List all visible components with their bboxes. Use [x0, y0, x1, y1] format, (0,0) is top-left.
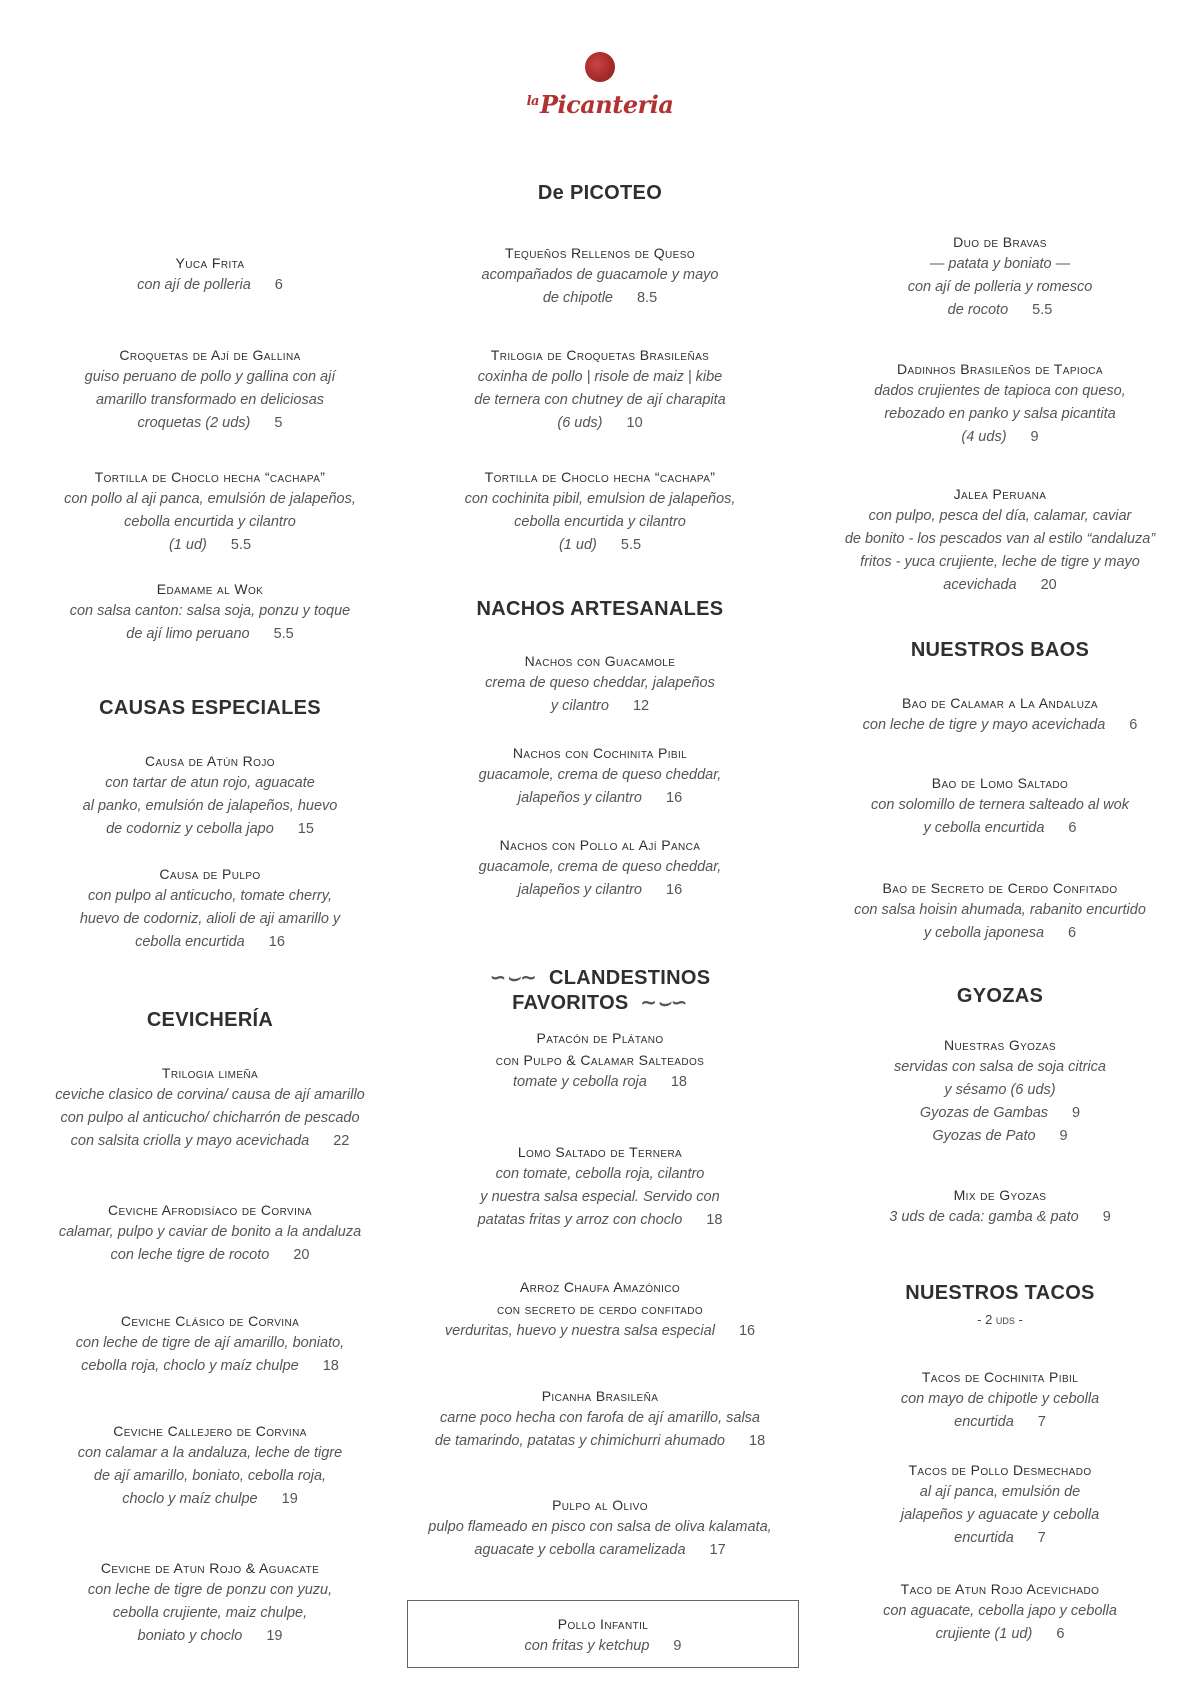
menu-item-ceviche-atun-aguacate: Ceviche de Atun Rojo & Aguacate con leche de tigre de ponzu con yuzu, cebolla crujiente, maiz chulpe, boniato y choclo 19 [87, 1560, 333, 1644]
menu-item-nachos-guacamole: Nachos con Guacamole crema de queso cheddar, jalapeños y cilantro 12 [485, 653, 715, 714]
menu-item-bao-lomo: Bao de Lomo Saltado con solomillo de ternera salteado al wok y cebolla encurtida 6 [871, 775, 1129, 836]
flourish-left-icon: ∽⌣∼ [489, 967, 549, 989]
menu-item-tortilla-pollo: Tortilla de Choclo hecha “cachapa” con pollo al aji panca, emulsión de jalapeños, cebolla encurtida y cilantro (1 ud) 5.5 [64, 469, 356, 553]
menu-item-tacos-pollo: Tacos de Pollo Desmechado al ají panca, emulsión de jalapeños y aguacate y cebolla encurtida 7 [900, 1462, 1100, 1546]
menu-item-patacon: Patacón de Plátano con Pulpo & Calamar Salteados tomate y cebolla roja 18 [495, 1030, 705, 1090]
menu-item-yuca-frita: Yuca Frita con ají de polleria 6 [137, 255, 283, 293]
menu-item-arroz-chaufa: Arroz Chaufa Amazónico con secreto de cerdo confitado verduritas, huevo y nuestra salsa especial 16 [444, 1279, 756, 1339]
flourish-right-icon: ∼⌣∽ [628, 992, 688, 1014]
menu-item-croquetas-aji: Croquetas de Ají de Gallina guiso peruano de pollo y gallina con ají amarillo transformado en deliciosas croquetas (2 uds) 5 [84, 347, 336, 431]
section-clandestinos: ∽⌣∼ CLANDESTINOS FAVORITOS ∼⌣∽ [489, 967, 711, 1014]
menu-item-picanha: Picanha Brasileña carne poco hecha con farofa de ají amarillo, salsa de tamarindo, patatas y chimichurri ahumado 18 [434, 1388, 766, 1449]
menu-item-nuestras-gyozas: Nuestras Gyozas servidas con salsa de soja citrica y sésamo (6 uds) Gyozas de Gambas 9 Gyozas de Pato 9 [894, 1037, 1106, 1144]
menu-item-duo-bravas: Duo de Bravas — patata y boniato — con ají de polleria y romesco de rocoto 5.5 [907, 234, 1093, 318]
menu-item-causa-atun: Causa de Atún Rojo con tartar de atun rojo, aguacate al panko, emulsión de jalapeños, huevo de codorniz y cebolla japo 15 [82, 753, 338, 837]
logo-dot [585, 52, 615, 82]
menu-item-pulpo-olivo: Pulpo al Olivo pulpo flameado en pisco con salsa de oliva kalamata, aguacate y cebolla caramelizada 17 [428, 1497, 772, 1558]
tacos-subtitle: - 2 uds - [977, 1312, 1023, 1327]
menu-item-tortilla-cochinita: Tortilla de Choclo hecha “cachapa” con cochinita pibil, emulsion de jalapeños, cebolla encurtida y cilantro (1 ud) 5.5 [464, 469, 736, 553]
menu-item-trilogia-croquetas: Trilogia de Croquetas Brasileñas coxinha de pollo | risole de maiz | kibe de ternera con chutney de ají charapita (6 uds) 10 [474, 347, 726, 431]
menu-item-tequenos: Tequeños Rellenos de Queso acompañados de guacamole y mayo de chipotle 8.5 [481, 245, 719, 306]
section-causas: CAUSAS ESPECIALES [99, 697, 321, 719]
menu-item-mix-gyozas: Mix de Gyozas 3 uds de cada: gamba & pato 9 [889, 1187, 1111, 1225]
menu-item-nachos-cochinita: Nachos con Cochinita Pibil guacamole, crema de queso cheddar, jalapeños y cilantro 16 [478, 745, 722, 806]
menu-item-tacos-cochinita: Tacos de Cochinita Pibil con mayo de chipotle y cebolla encurtida 7 [900, 1369, 1100, 1430]
menu-item-nachos-pollo: Nachos con Pollo al Ají Panca guacamole, crema de queso cheddar, jalapeños y cilantro 16 [478, 837, 722, 898]
menu-item-ceviche-clasico: Ceviche Clásico de Corvina con leche de tigre de ají amarillo, boniato, cebolla roja, choclo y maíz chulpe 18 [75, 1313, 345, 1374]
section-cevicheria: CEVICHERÍA [146, 1009, 274, 1031]
menu-item-jalea-peruana: Jalea Peruana con pulpo, pesca del día, calamar, caviar de bonito - los pescados van al estilo “andaluza” fritos - yuca crujiente, leche de tigre y mayo acevichada 20 [844, 486, 1156, 593]
logo [0, 52, 1200, 119]
menu-item-dadinhos: Dadinhos Brasileños de Tapioca dados crujientes de tapioca con queso, rebozado en panko y salsa picantita (4 uds) 9 [874, 361, 1126, 445]
menu-item-trilogia-limena: Trilogia limeña ceviche clasico de corvina/ causa de ají amarillo con pulpo al anticucho/ chicharrón de pescado con salsita criolla y mayo acevichada 22 [55, 1065, 365, 1149]
section-baos: NUESTROS BAOS [910, 639, 1090, 661]
menu-item-bao-secreto: Bao de Secreto de Cerdo Confitado con salsa hoisin ahumada, rabanito encurtido y cebolla japonesa 6 [854, 880, 1146, 941]
menu-item-ceviche-afrodisiaco: Ceviche Afrodisíaco de Corvina calamar, pulpo y caviar de bonito a la andaluza con leche tigre de rocoto 20 [58, 1202, 362, 1263]
section-picoteo: De PICOTEO [537, 182, 663, 204]
menu-item-pollo-infantil: Pollo Infantil con fritas y ketchup 9 [407, 1600, 799, 1668]
section-tacos: NUESTROS TACOS [905, 1282, 1095, 1304]
menu-item-causa-pulpo: Causa de Pulpo con pulpo al anticucho, tomate cherry, huevo de codorniz, alioli de aji amarillo y cebolla encurtida 16 [79, 866, 341, 950]
brand-name: $^{la}$Picanteria [526, 90, 674, 119]
menu-item-bao-calamar: Bao de Calamar a La Andaluza con leche de tigre y mayo acevichada 6 [862, 695, 1138, 733]
section-gyozas: GYOZAS [956, 985, 1044, 1007]
menu-item-edamame: Edamame al Wok con salsa canton: salsa soja, ponzu y toque de ají limo peruano 5.5 [69, 581, 351, 642]
menu-item-taco-atun: Taco de Atun Rojo Acevichado con aguacate, cebolla japo y cebolla crujiente (1 ud) 6 [883, 1581, 1117, 1642]
menu-item-ceviche-callejero: Ceviche Callejero de Corvina con calamar a la andaluza, leche de tigre de ají amarillo, boniato, cebolla roja, choclo y maíz chulpe 19 [77, 1423, 343, 1507]
section-nachos: NACHOS ARTESANALES [476, 598, 724, 620]
menu-item-lomo-saltado: Lomo Saltado de Ternera con tomate, cebolla roja, cilantro y nuestra salsa especial. Servido con patatas fritas y arroz con choclo 18 [477, 1144, 723, 1228]
